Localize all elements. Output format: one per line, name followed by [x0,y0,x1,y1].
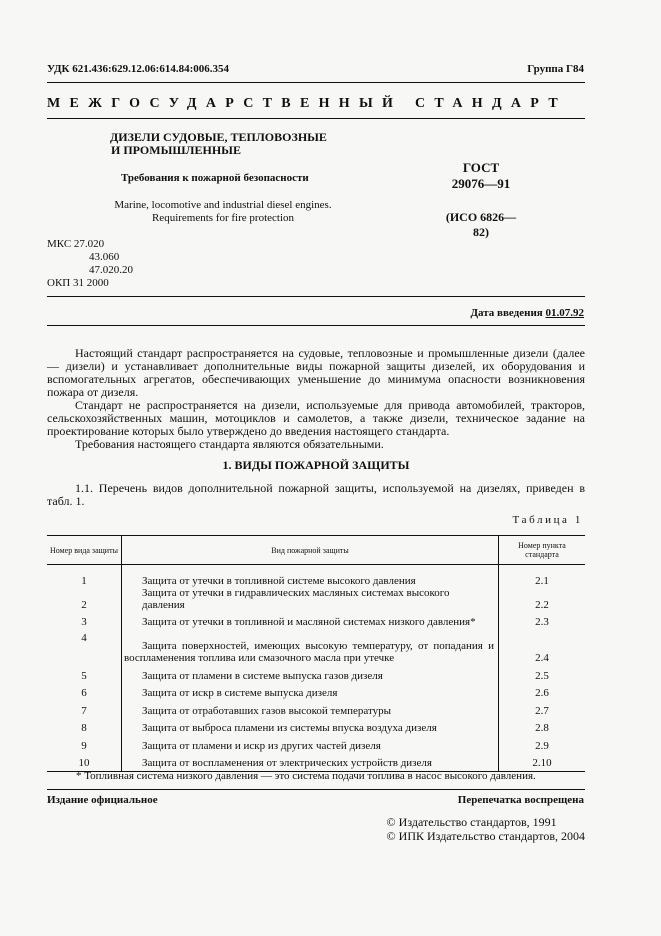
row-clause: 2.2 [499,587,586,611]
copyright-line-1: © Издательство стандартов, 1991 [386,815,557,829]
row-number: 4 [47,628,122,664]
row-clause: 2.8 [499,717,586,735]
table-row [47,717,585,735]
introduction-date [470,307,584,319]
row-description: Защита от утечки в топливной и масляной системах низкого давления* [142,616,476,628]
header-rule [47,82,585,83]
row-description: Защита от пламени в системе выпуска газов дизеля [142,669,383,682]
copyright-block [387,815,585,843]
table-footnote: * Топливная система низкого давления — это система подачи топлива в насос высокого давления. [76,770,536,782]
fire-protection-table [47,535,585,772]
row-number: 1 [47,565,122,587]
mks-code-1: МКС 27.020 [47,238,105,250]
reprint-prohibited-label: Перепечатка воспрещена [457,794,584,806]
udk-code: УДК 621.436:629.12.06:614.84:006.354 [47,63,229,75]
table-row [47,734,585,752]
row-number: 7 [47,699,122,717]
row-clause: 2.7 [499,699,586,717]
row-description: Защита от искр в системе выпуска дизеля [142,687,338,699]
table-row [47,611,585,629]
gost-designation [440,160,522,192]
table-row [47,699,585,717]
banner-rule [47,118,585,119]
row-number: 9 [47,734,122,752]
row-number: 3 [47,611,122,629]
row-number: 5 [47,664,122,682]
iso-reference: (ИСО 6826—82) [445,210,517,239]
row-clause: 2.1 [499,565,586,587]
col-header-type: Вид пожарной защиты [122,536,499,565]
clause-1-1: 1.1. Перечень видов дополнительной пожарной защиты, используемой на дизелях, приведен в табл. 1. [47,481,585,508]
introduction-date-label: Дата введения [470,307,543,319]
row-number: 6 [47,682,122,700]
document-title [110,131,327,157]
row-description: Защита от воспламенения от электрических устройств дизеля [122,752,499,772]
english-title [110,199,336,225]
table-row [47,565,585,587]
gost-label: ГОСТ [462,160,500,175]
section-1-heading: 1. ВИДЫ ПОЖАРНОЙ ЗАЩИТЫ [222,458,410,472]
interstate-standard-banner: МЕЖГОСУДАРСТВЕННЫЙ СТАНДАРТ [47,96,567,111]
row-number: 2 [47,587,122,611]
section-1-text [47,482,585,508]
col-header-number: Номер вида защиты [47,536,122,565]
row-clause: 2.6 [499,682,586,700]
title-line-1: ДИЗЕЛИ СУДОВЫЕ, ТЕПЛОВОЗНЫЕ [110,130,327,144]
scope-text [47,347,585,451]
row-description: Защита от отработавших газов высокой температуры [142,704,392,717]
classifier-codes [47,238,133,290]
official-edition-label: Издание официальное [47,794,158,806]
row-description: Защита от пламени и искр из других частей дизеля [142,739,381,752]
row-number: 8 [47,717,122,735]
row-description: Защита от утечки в гидравлических масляных системах высокого давления [142,586,450,611]
row-clause: 2.5 [499,664,586,682]
english-title-line-1: Marine, locomotive and industrial diesel engines. [114,199,332,211]
row-description: Защита от выброса пламени из системы впуска воздуха дизеля [142,722,437,734]
group-code: Группа Г84 [527,63,584,75]
table-row [47,587,585,611]
document-subtitle: Требования к пожарной безопасности [121,172,309,184]
english-title-line-2: Requirements for fire protection [151,212,295,224]
row-clause: 2.9 [499,734,586,752]
date-top-rule [47,296,585,297]
row-number: 10 [47,752,122,772]
table-row [47,628,585,664]
scope-paragraph-2: Стандарт не распространяется на дизели, используемые для привода автомобилей, тракторов, сельскохозяйственных машин, мотоциклов и самолетов, а также дизели, техническое задание на проектирование которых было утверждено до введения настоящего стандарта. [47,398,585,438]
mks-code-2: 43.060 [89,251,120,263]
scope-paragraph-1: Настоящий стандарт распространяется на судовые, тепловозные и промышленные дизели (далее — дизели) и устанавливает дополнительные виды пожарной защиты дизелей, их оборудования и вспомогательных агрегатов, обеспечивающих уменьшение до минимума опасности возникновения пожара от дизеля. [47,346,585,399]
okp-code: ОКП 31 2000 [47,277,109,289]
mks-code-3: 47.020.20 [89,264,133,276]
scope-paragraph-3: Требования настоящего стандарта являются обязательными. [75,437,384,451]
row-clause: 2.4 [499,628,586,664]
gost-number: 29076—91 [451,176,511,191]
row-description: Защита поверхностей, имеющих высокую температуру, от попадания и воспламенения топлива или смазочного масла при утечке [124,640,494,664]
row-clause: 2.3 [499,611,586,629]
date-bottom-rule [47,325,585,326]
col-header-clause: Номер пункта стандарта [499,536,586,565]
table-row [47,682,585,700]
title-line-2: И ПРОМЫШЛЕННЫЕ [111,143,241,157]
footer-rule [47,789,585,790]
table-header-row [47,536,585,565]
row-clause: 2.10 [499,752,586,772]
table-row [47,752,585,772]
introduction-date-value: 01.07.92 [545,307,584,319]
table-row [47,664,585,682]
table-caption: Таблица 1 [512,514,583,526]
copyright-line-2: © ИПК Издательство стандартов, 2004 [386,829,585,843]
row-description: Защита от утечки в топливной системе высокого давления [142,574,416,587]
